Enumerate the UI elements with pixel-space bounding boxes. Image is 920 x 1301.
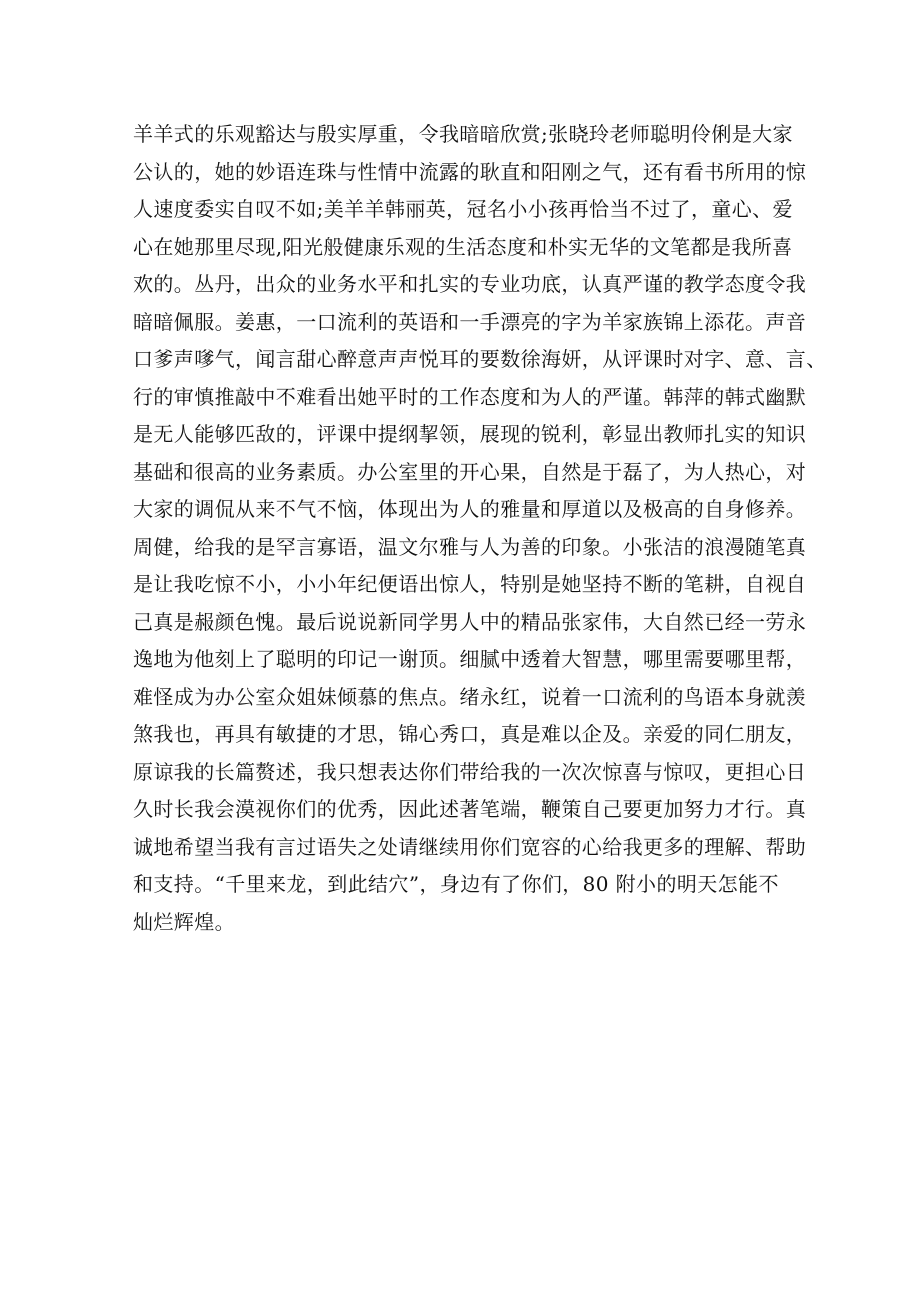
text-line-2: 公认的，她的妙语连珠与性情中流露的耿直和阳刚之气，还有看书所用的惊: [133, 159, 807, 184]
text-line-8: 行的审慎推敲中不难看出她平时的工作态度和为人的严谨。韩萍的韩式幽默: [133, 384, 807, 409]
text-line-1: 羊羊式的乐观豁达与殷实厚重，令我暗暗欣赏;张晓玲老师聪明伶俐是大家: [133, 122, 793, 146]
text-line-19: 久时长我会漠视你们的优秀，因此述著笔端，鞭策自己要更加努力才行。真: [133, 797, 807, 821]
text-line-13: 是让我吃惊不小，小小年纪便语出惊人，特别是她坚持不断的笔耕，自视自: [133, 572, 807, 596]
text-line-16: 难怪成为办公室众姐妹倾慕的焦点。绪永红，说着一口流利的鸟语本身就羡: [133, 684, 807, 709]
text-line-4: 心在她那里尽现,阳光般健康乐观的生活态度和朴实无华的文笔都是我所喜: [133, 234, 793, 259]
text-line-9: 是无人能够匹敌的，评课中提纲挈领，展现的锐利，彰显出教师扎实的知识: [133, 422, 807, 446]
text-line-21: 和支持。“千里来龙，到此结穴”，身边有了你们，80 附小的明天怎能不: [133, 872, 779, 896]
text-line-15: 逸地为他刻上了聪明的印记一谢顶。细腻中透着大智慧，哪里需要哪里帮，: [133, 647, 807, 671]
text-line-7: 口爹声嗲气，闻言甜心醉意声声悦耳的要数徐海妍，从评课时对字、意、言、: [133, 347, 827, 371]
text-line-20: 诚地希望当我有言过语失之处请继续用你们宽容的心给我更多的理解、帮助: [133, 834, 807, 859]
text-line-6: 暗暗佩服。姜惠，一口流利的英语和一手漂亮的字为羊家族锦上添花。声音: [133, 309, 807, 334]
text-line-12: 周健，给我的是罕言寡语，温文尔雅与人为善的印象。小张洁的浪漫随笔真: [133, 534, 807, 559]
text-line-10: 基础和很高的业务素质。办公室里的开心果，自然是于磊了，为人热心，对: [133, 459, 807, 484]
text-line-11: 大家的调侃从来不气不恼，体现出为人的雅量和厚道以及极高的自身修养。: [133, 497, 807, 521]
text-line-5: 欢的。丛丹，出众的业务水平和扎实的专业功底，认真严谨的教学态度令我: [133, 272, 807, 296]
text-line-18: 原谅我的长篇赘述，我只想表达你们带给我的一次次惊喜与惊叹，更担心日: [133, 759, 807, 784]
text-line-22: 灿烂辉煌。: [133, 909, 235, 934]
text-line-17: 煞我也，再具有敏捷的才思，锦心秀口，真是难以企及。亲爱的同仁朋友，: [133, 722, 807, 746]
text-line-3: 人速度委实自叹不如;美羊羊韩丽英，冠名小小孩再恰当不过了，童心、爱: [133, 197, 793, 221]
text-line-14: 己真是赧颜色愧。最后说说新同学男人中的精品张家伟，大自然已经一劳永: [133, 609, 807, 634]
body-paragraph: [133, 116, 827, 941]
